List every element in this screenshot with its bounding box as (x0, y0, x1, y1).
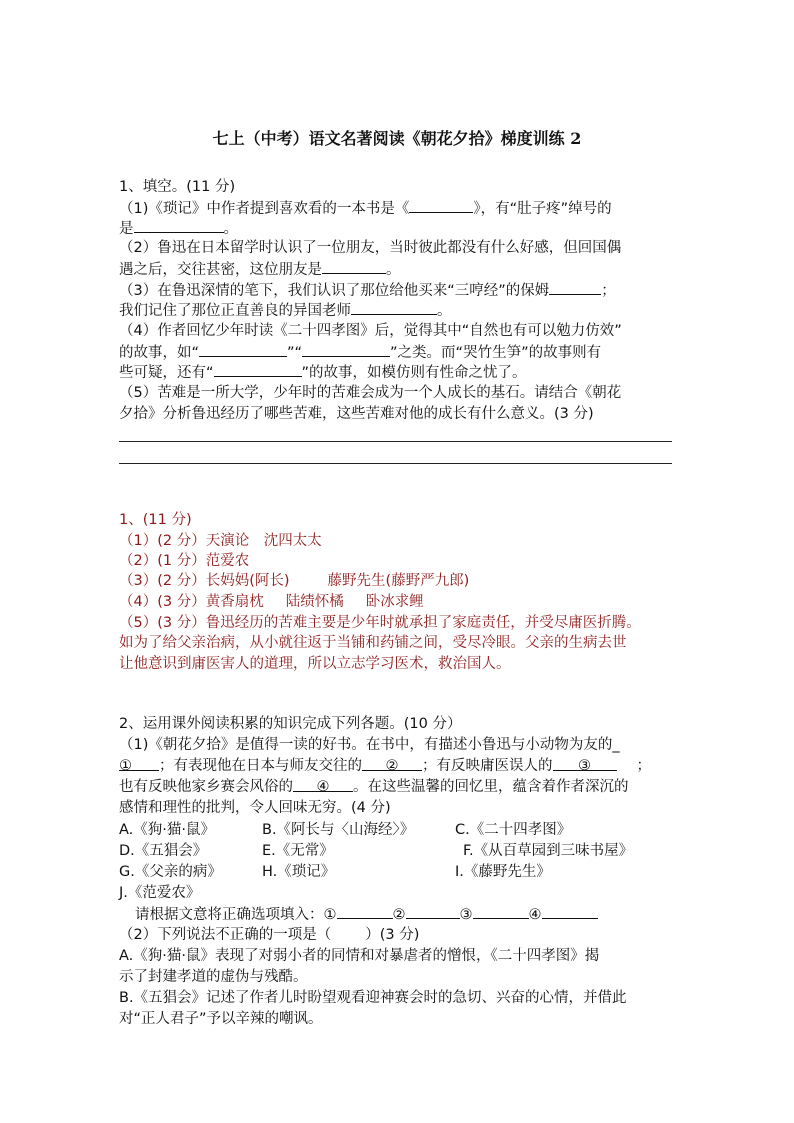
q2-line: A.《狗·猫·鼠》表现了对弱小者的同情和对暴虐者的憎恨，《二十四孝图》揭 (119, 948, 600, 964)
option-b: B.《阿长与〈山海经〉》 (262, 822, 415, 838)
q2-header: 2、运用课外阅读积累的知识完成下列各题。(10 分） (119, 716, 462, 732)
q1-text: 我们记住了那位正直善良的异国老师 (119, 303, 351, 319)
fill-number: ② (392, 907, 406, 923)
blank (473, 904, 529, 919)
q1-line (119, 362, 527, 383)
q1-text: 是 (119, 221, 134, 237)
fill-number: ④ (528, 907, 542, 923)
blank (337, 904, 393, 919)
blank-number: ④ (316, 779, 330, 795)
q1-line (119, 342, 601, 363)
answer-line (119, 463, 672, 464)
q2-text: ； (636, 758, 651, 774)
blank (406, 904, 460, 919)
option-a: A.《狗·猫·鼠》 (119, 822, 215, 838)
fill-number: ③ (459, 907, 473, 923)
option-j: J.《范爱农》 (119, 885, 201, 901)
option-h: H.《琐记》 (262, 864, 336, 880)
q2-text: （2）下列说法不正确的一项是（ (119, 927, 332, 943)
a1-text: （3）(2 分）长妈妈(阿长) (119, 573, 290, 589)
q1-text: ； (601, 283, 616, 299)
q1-line: （5）苦难是一所大学，少年时的苦难会成为一个人成长的基石。请结合《朝花 (119, 385, 622, 401)
q1-line (119, 280, 616, 301)
blank (542, 904, 598, 919)
q2-text: 也有反映他家乡赛会风俗的 (119, 779, 293, 795)
q2-text: ；有反映庸医误人的 (422, 758, 553, 774)
q1-line: 夕拾》分析鲁迅经历了哪些苦难，这些苦难对他的成长有什么意义。(3 分) (119, 406, 594, 422)
blank-number: ② (385, 758, 399, 774)
fill-prefix: 请根据文意将正确选项填入： (135, 907, 324, 923)
q2-line: 对“正人君子”予以辛辣的嘲讽。 (119, 1011, 323, 1027)
blank (134, 218, 224, 233)
fill-instruction (135, 904, 598, 925)
q1-text: 。 (223, 221, 238, 237)
q2-text: ；有表现他在日本与师友交往的 (159, 758, 362, 774)
a1-text: （4）(3 分）黄香扇枕 (119, 594, 264, 610)
a1-line: （5）(3 分）鲁迅经历的苦难主要是少年时就承担了家庭责任，并受尽庸医折腾。 (119, 615, 641, 631)
blank (199, 342, 287, 357)
q2-part2 (119, 925, 419, 945)
blank-number: ③ (578, 758, 591, 774)
blank (322, 259, 386, 274)
q2-text: ）(3 分) (365, 927, 420, 943)
blank (549, 280, 601, 295)
q1-text: 。 (386, 262, 401, 278)
option-i: I.《藤野先生》 (455, 864, 551, 880)
q2-text: 。在这些温馨的回忆里，蕴含着作者深沉的 (353, 779, 629, 795)
a1-line (119, 571, 469, 591)
q2-line: 感情和理性的批判，令人回味无穷。(4 分) (119, 800, 391, 816)
q1-line: （2）鲁迅在日本留学时认识了一位朋友，当时彼此都没有什么好感，但回国偶 (119, 240, 622, 256)
option-d: D.《五猖会》 (119, 843, 208, 859)
blank-number: ① (119, 758, 132, 774)
q2-line (119, 756, 651, 776)
blank (351, 300, 437, 315)
q2-line: B.《五猖会》记述了作者儿时盼望观看迎神赛会时的急切、兴奋的心情，并借此 (119, 990, 627, 1006)
q1-text: 些可疑，还有“ (119, 365, 214, 381)
blank (214, 362, 302, 377)
a1-text: 卧冰求鲤 (365, 594, 424, 610)
q1-text: 。 (437, 303, 452, 319)
blank (553, 756, 617, 774)
a1-text: 藤野先生(藤野严九郎) (327, 573, 470, 589)
blank (302, 342, 390, 357)
a1-line: 如为了给父亲治病，从小就往返于当铺和药铺之间，受尽冷眼。父亲的生病去世 (119, 635, 627, 651)
q1-line (119, 259, 401, 280)
q1-text: ”之类。而“哭竹生笋”的故事则有 (390, 345, 602, 361)
q1-text: 的故事，如“ (119, 345, 200, 361)
a1-line: （1）(2 分）天演论 沈四太太 (119, 533, 322, 549)
option-f: F.《从百草园到三味书屋》 (463, 843, 634, 859)
q1-text: ”“ (287, 345, 303, 361)
a1-header: 1、(11 分) (119, 512, 192, 528)
option-g: G.《父亲的病》 (119, 864, 222, 880)
a1-line (119, 592, 424, 612)
q1-text: （3）在鲁迅深情的笔下，我们认识了那位给他买来“三哼经”的保姆 (119, 283, 550, 299)
page-title: 七上（中考）语文名著阅读《朝花夕拾》梯度训练 2 (212, 129, 582, 148)
a1-line: 让他意识到庸医害人的道理，所以立志学习医术，救治国人。 (119, 656, 511, 672)
blank (409, 198, 473, 213)
q1-header: 1、填空。(11 分) (119, 179, 236, 195)
option-e: E.《无常》 (262, 843, 334, 859)
q1-line (119, 300, 452, 321)
q2-line (119, 777, 629, 797)
fill-number: ① (323, 907, 337, 923)
answer-line (119, 441, 672, 442)
q2-line: 示了封建孝道的虚伪与残酷。 (119, 969, 308, 985)
blank (362, 756, 422, 774)
blank (119, 756, 159, 774)
blank (293, 777, 353, 795)
option-c: C.《二十四孝图》 (455, 822, 572, 838)
q1-line (119, 218, 238, 239)
a1-text: 陆绩怀橘 (285, 594, 344, 610)
q1-text: 遇之后，交往甚密，这位朋友是 (119, 262, 322, 278)
q1-line (119, 198, 612, 219)
a1-line: （2）(1 分）范爱农 (119, 553, 250, 569)
q1-text: ”的故事，如模仿则有性命之忧了。 (301, 365, 527, 381)
q1-text: （1)《琐记》中作者提到喜欢看的一本书是《 (119, 201, 410, 217)
q1-line: （4）作者回忆少年时读《二十四孝图》后，觉得其中“自然也有可以勉力仿效” (119, 323, 622, 339)
q2-line: （1)《朝花夕拾》是值得一读的好书。在书中，有描述小鲁迅与小动物为友的_ (119, 737, 620, 753)
q1-text: 》，有“肚子疼”绰号的 (473, 201, 612, 217)
